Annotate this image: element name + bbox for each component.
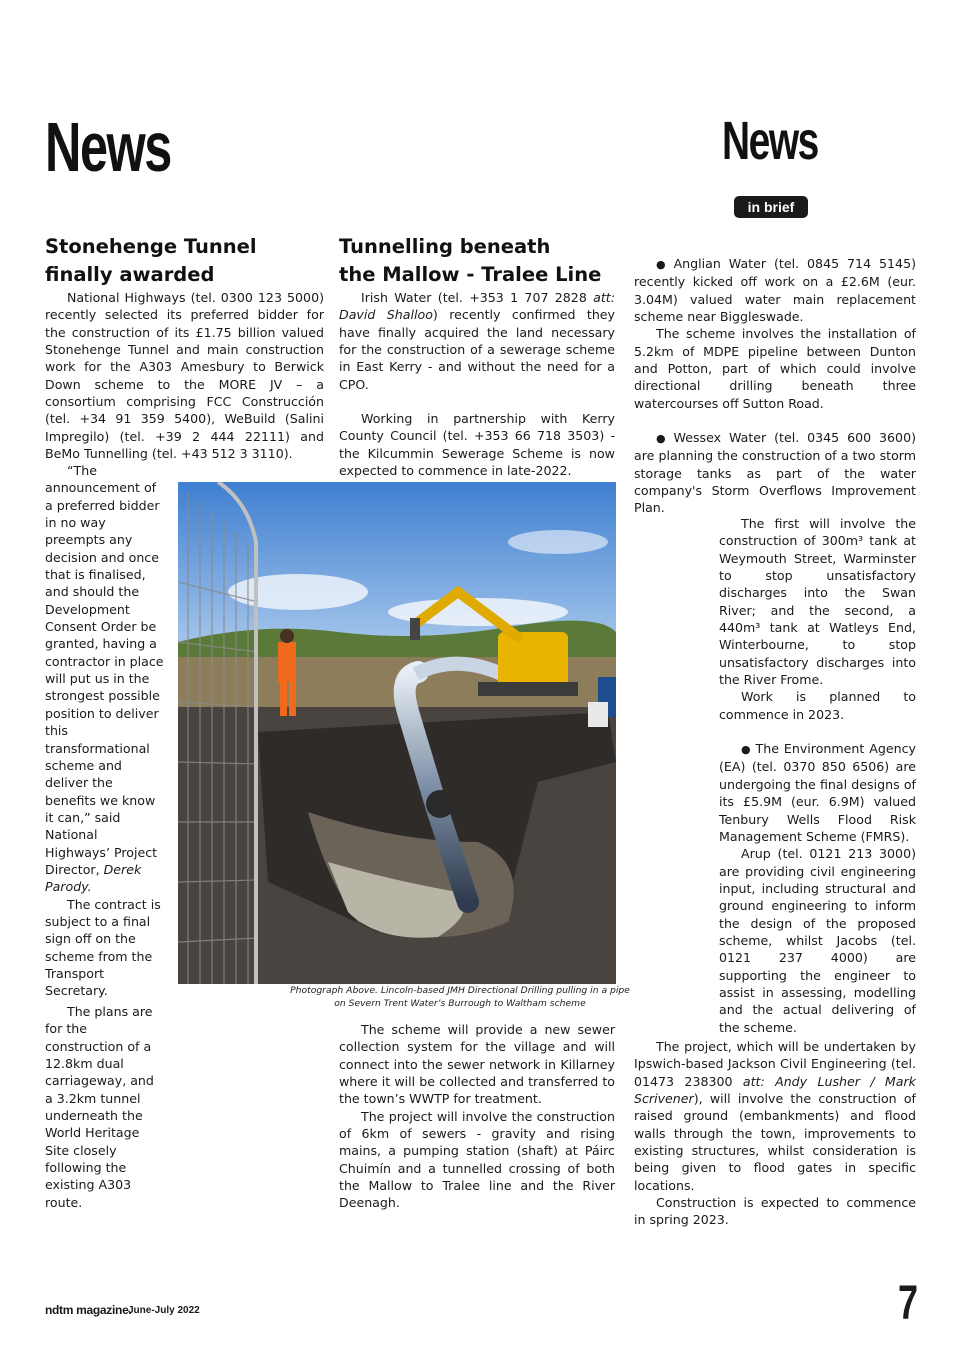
article2-paragraph: Irish Water (tel. +353 1 707 2828 att: David Shalloo) recently confirmed they have finally acquired the land necessary for the construction of a sewerage scheme in East Kerry - and without the need for a CPO. — [339, 290, 616, 392]
construction-photo — [178, 482, 616, 984]
article2-continued — [339, 1021, 615, 1212]
director-name: Derek Parody. — [45, 861, 142, 895]
article1-paragraph: The contract is subject to a final sign off on the scheme from the Transport Secretary. — [45, 896, 161, 999]
section-title: News — [722, 111, 818, 171]
article1-paragraph: The plans are for the construction of a 12.8km dual carriageway, and a 3.2km tunnel underneath the World Heritage Site closely following the existing A303 route. — [45, 1004, 154, 1210]
magazine-name: ndtm magazine. — [45, 1303, 132, 1317]
brief-continued — [634, 1038, 916, 1229]
article2-title-line2: the Mallow - Tralee Line — [339, 263, 602, 286]
brief-paragraph: Arup (tel. 0121 213 3000) are providing civil engineering input, including structural and ground engineering to inform the design of the proposed scheme, whilst Jacobs (tel. 0121 237 4000) are supporting the engineer to assist in assessing, modelling and the actual delivering of the scheme. — [719, 846, 916, 1035]
article2-headline — [339, 233, 629, 289]
page-number: 7 — [898, 1277, 919, 1330]
article1-intro — [45, 289, 324, 462]
brief-paragraph: Work is planned to commence in 2023. — [719, 689, 916, 722]
article2-paragraph: The project will involve the construction of 6km of sewers - gravity and rising mains, a pumping station (shaft) at Páirc Chuimín and a tunnelled crossing of both the Mallow to Tralee line and the River Deenagh. — [339, 1108, 615, 1211]
page-title: News — [45, 108, 171, 186]
article1-title-line1: Stonehenge Tunnel — [45, 235, 257, 258]
brief-ea: ● The Environment Agency (EA) (tel. 0370 850 6506) are undergoing the final designs of its £5.9M (eur. 6.9M) valued Tenbury Wells Flood Risk Management Scheme (FMRS). — [719, 740, 916, 845]
article2-paragraph: The scheme will provide a new sewer collection system for the village and will connect into the sewer network in Killarney where it will be collected and transferred to the town’s WWTP for treatment. — [339, 1022, 615, 1107]
article1-title-line2: finally awarded — [45, 263, 215, 286]
brief-narrow — [719, 515, 916, 1036]
article1-quote-column — [45, 462, 166, 1000]
article1-paragraph: National Highways (tel. 0300 123 5000) recently selected its preferred bidder for the construction of its £1.75 billion valued Stonehenge Tunnel and main construction work for the A303 Amesbury to Berwick Down scheme to the MORE JV – a consortium comprising FCC Construcción (tel. +34 91 359 5400), WeBuild (Salini Impregilo) (tel. +39 2 444 22111) and BeMo Tunnelling (tel. +43 512 3 3110). — [45, 290, 324, 462]
brief-paragraph: Construction is expected to commence in spring 2023. — [634, 1195, 916, 1228]
issue-date: June-July 2022 — [128, 1305, 200, 1316]
article2-paragraph: Working in partnership with Kerry County Council (tel. +353 66 718 3503) - the Kilcummin Sewerage Scheme is now expected to commence in late-2022. — [339, 411, 615, 479]
brief-paragraph: The project, which will be undertaken by Ipswich-based Jackson Civil Engineering (tel. 01473 238300 att: Andy Lusher / Mark Scrivener), will involve the construction of raised ground (embankments) and flood walls through the town, improvements to existing structures, whilst consideration is being given to flood gates in specific locations. — [634, 1039, 916, 1193]
article2-title-line1: Tunnelling beneath — [339, 235, 551, 258]
article2-intro — [339, 289, 615, 479]
brief-column — [634, 255, 916, 517]
in-brief-badge: in brief — [734, 196, 808, 218]
photo-caption: Photograph Above. Lincoln-based JMH Directional Drilling pulling in a pipe on Severn Trent Water’s Burrough to Waltham scheme — [290, 985, 630, 1009]
brief-wessex: ● Wessex Water (tel. 0345 600 3600) are planning the construction of a two storm storage tanks as part of the water company's Storm Overflows Improvement Plan. — [634, 429, 916, 517]
brief-anglian: ● Anglian Water (tel. 0845 714 5145) recently kicked off work on a £2.6M (eur. 3.04M) valued water main replacement scheme near Biggleswade. — [634, 255, 916, 325]
article1-quote: “The announcement of a preferred bidder in no way preempts any decision and once that is finalised, and should the Development Consent Order be granted, having a contractor in place will put us in the strongest possible position to deliver this transformational scheme and deliver the benefits we know it can,” said National Highways’ Project Director, Derek Parody. — [45, 463, 164, 895]
brief-paragraph: The first will involve the construction of 300m³ tank at Weymouth Street, Warminster to stop unsatisfactory discharges into the Swan River; and the second, a 440m³ tank at Watleys End, Winterbourne, to stop unsatisfactory discharges into the River Frome. — [719, 516, 916, 688]
article1-continued — [45, 1003, 313, 1211]
article1-headline — [45, 233, 330, 289]
brief-paragraph: The scheme involves the installation of 5.2km of MDPE pipeline between Dunton and Potton, part of which could involve directional drilling beneath three watercourses off Sutton Road. — [634, 326, 916, 411]
